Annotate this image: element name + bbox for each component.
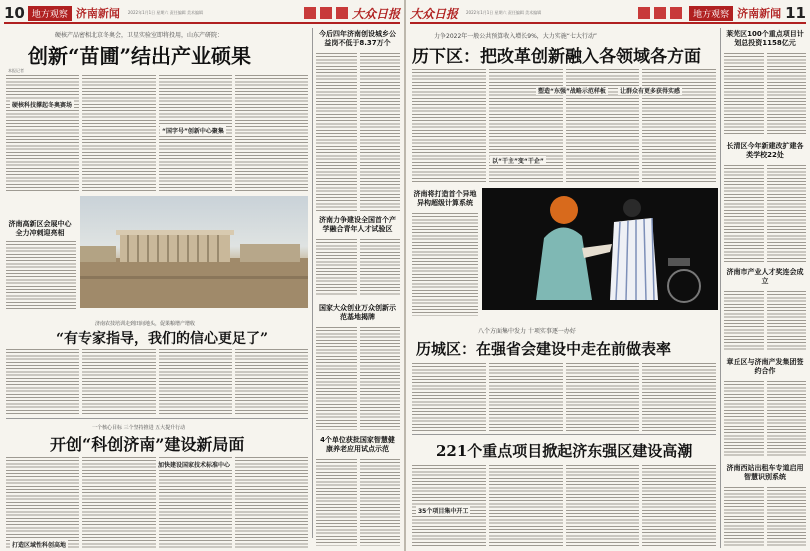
stage-performance-photo	[482, 188, 718, 310]
lead-headline: 创新“苗圃”结出产业硕果	[28, 44, 252, 68]
sidebar-brief	[723, 462, 807, 484]
left-page	[0, 0, 404, 551]
side-brief-title: 济南力争建设全国首个产学融合青年人才试验区	[319, 216, 396, 233]
side-brief-title: 今后四年济南创设城乡公益岗不低于8.37万个	[319, 30, 396, 47]
sidebar-brief-title: 济南西站出租车专道启用智慧识别系统	[726, 464, 804, 481]
section-divider	[6, 418, 308, 419]
bottom-body	[6, 456, 308, 548]
side-brief-left	[410, 188, 480, 210]
sidebar-brief-body	[724, 164, 806, 262]
sidebar-brief	[723, 356, 807, 378]
lead-subhead: 塑造“东强”战略示范样板	[538, 88, 606, 95]
side-brief-body	[316, 326, 400, 430]
bottom-subhead: 35个项目集中开工	[418, 508, 469, 515]
header-meta: 2022年1月1日 星期六 责任编辑 美术编辑	[127, 10, 203, 15]
lead-subhead: 以“干主”变“干企”	[492, 158, 544, 165]
side-brief-body	[316, 238, 400, 296]
mid-body	[412, 362, 716, 432]
side-brief-body	[6, 240, 76, 310]
section-tag: 地方观察	[28, 6, 72, 21]
newspaper-logo: 大众日报	[351, 6, 400, 21]
sidebar-brief-body	[724, 290, 806, 350]
side-brief-body	[412, 212, 478, 316]
lead-byline: 本报记者	[8, 68, 24, 73]
left-page-header	[4, 4, 400, 24]
bottom-headline: 开创“科创济南”建设新局面	[50, 435, 245, 454]
newspaper-logo: 大众日报	[410, 6, 459, 21]
sidebar-brief-title: 莱芜区100个重点项目计划总投资1158亿元	[726, 30, 804, 47]
qr-code-icon	[320, 7, 332, 19]
sidebar-brief-body	[724, 380, 806, 458]
bottom-subhead: 加快建设国家技术标准中心	[158, 462, 231, 469]
lead-body	[6, 74, 308, 192]
lead-subhead: “国字号”创新中心聚集	[162, 128, 224, 135]
qr-codes	[300, 7, 348, 19]
lead-subhead: 让群众有更多获得实感	[620, 88, 681, 95]
side-brief-bottom	[315, 434, 400, 456]
qr-code-icon	[638, 7, 650, 19]
lead-headline: 历下区：把改革创新融入各领域各方面	[412, 47, 701, 67]
side-brief-top	[315, 28, 400, 50]
side-brief-mid	[315, 214, 400, 236]
side-brief-title: 国家大众创业万众创新示范基地揭牌	[319, 304, 396, 321]
section-tag: 地方观察	[689, 6, 733, 21]
mid-body	[6, 348, 308, 414]
sidebar-brief	[723, 140, 807, 162]
sidebar-brief	[723, 266, 807, 288]
sidebar-brief-title: 长清区今年新建改扩建各类学校22处	[726, 142, 804, 159]
page-number: 10	[4, 4, 25, 22]
right-page	[406, 0, 810, 551]
page-number: 11	[785, 4, 806, 22]
header-meta: 2022年1月1日 星期六 责任编辑 美术编辑	[466, 10, 542, 15]
sidebar-brief-title: 济南市产业人才奖连会成立	[726, 268, 804, 285]
side-brief-low	[315, 302, 400, 324]
section-title: 济南新闻	[75, 7, 120, 20]
column-divider	[312, 28, 313, 538]
qr-code-icon	[670, 7, 682, 19]
qr-codes	[634, 7, 682, 19]
bottom-headline: 221个重点项目掀起济东强区建设高潮	[436, 442, 693, 460]
qr-code-icon	[654, 7, 666, 19]
mid-headline: “有专家指导，我们的信心更足了”	[56, 331, 269, 347]
bottom-kicker: 一个核心目标 三个坚持推进 五大提升行动	[92, 425, 186, 431]
qr-code-icon	[304, 7, 316, 19]
sidebar-brief-body	[724, 52, 806, 136]
side-brief-body	[316, 52, 400, 212]
column-divider	[720, 28, 721, 548]
side-brief-left	[4, 218, 76, 240]
convention-center-photo	[80, 196, 308, 308]
bottom-subhead: 打造区域性科创高地	[12, 542, 67, 549]
side-brief-title: 济南将打造首个异地异构超级计算系统	[413, 190, 477, 207]
mid-kicker: 济南农技培训走到田间地头，促果粮增产增收	[95, 321, 196, 327]
section-divider	[412, 434, 716, 435]
lead-subhead: 硬核科技撑起冬奥赛场	[12, 102, 73, 109]
lead-kicker: 硬核产品密相北京冬奥会，卫星实验室即将投用，山东产研院：	[55, 32, 224, 39]
qr-code-icon	[336, 7, 348, 19]
mid-headline: 历城区：在强省会建设中走在前做表率	[416, 340, 672, 358]
side-brief-title: 济南高新区会展中心全力冲刺迎亮相	[8, 220, 72, 237]
right-page-header	[410, 4, 806, 24]
mid-kicker: 八个方面集中发力 十项实事逐一办好	[478, 328, 576, 335]
section-title: 济南新闻	[737, 7, 782, 20]
lead-kicker: 力争2022年一般公共预算收入增长9%，大力实施“七大行动”	[434, 33, 598, 40]
side-brief-title: 4个单位获批国家智慧健康养老应用试点示范	[320, 436, 395, 453]
sidebar-brief	[723, 28, 807, 50]
sidebar-brief-title: 章丘区与济南产发集团签约合作	[726, 358, 804, 375]
sidebar-brief-body	[724, 486, 806, 548]
side-brief-body	[316, 458, 400, 546]
